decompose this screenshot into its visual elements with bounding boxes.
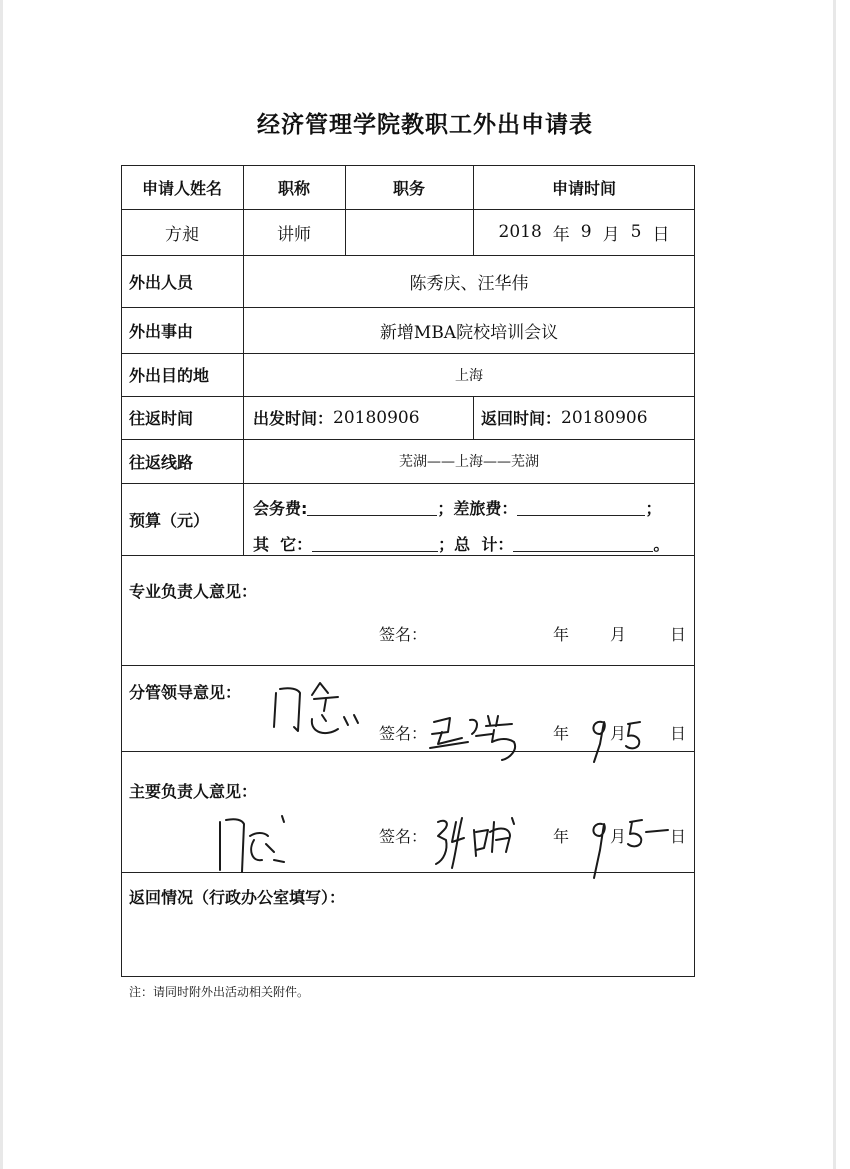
destination-label: 外出目的地 bbox=[129, 366, 210, 385]
travel-fee-label: 差旅费： bbox=[453, 498, 518, 518]
signature-leader bbox=[428, 708, 528, 763]
major-day-unit: 日 bbox=[670, 625, 687, 644]
signature-head bbox=[432, 812, 522, 874]
budget-label: 预算（元） bbox=[129, 510, 210, 530]
page-edge-right bbox=[833, 0, 836, 1169]
meeting-fee-label: 会务费: bbox=[253, 498, 308, 518]
separator: ； bbox=[438, 534, 455, 554]
major-sign-label: 签名： bbox=[379, 625, 428, 644]
apply-month-unit: 月 bbox=[602, 224, 620, 245]
rule bbox=[121, 555, 695, 556]
leader-opinion-label: 分管领导意见： bbox=[129, 683, 242, 702]
return-info-label: 返回情况（行政办公室填写）： bbox=[129, 888, 346, 907]
reason-value: 新增MBA院校培训会议 bbox=[379, 322, 559, 343]
round-trip-time-label: 往返时间 bbox=[129, 409, 194, 428]
depart-time bbox=[253, 396, 420, 439]
leader-year-unit: 年 bbox=[553, 724, 570, 743]
rule bbox=[473, 396, 474, 439]
separator: ； bbox=[437, 498, 454, 518]
total-label: 总 计： bbox=[454, 534, 514, 554]
apply-day-unit: 日 bbox=[652, 224, 670, 245]
depart-time-label: 出发时间： bbox=[253, 409, 334, 428]
page-edge-left bbox=[0, 0, 3, 1169]
end-mark: 。 bbox=[653, 534, 670, 554]
rule bbox=[121, 665, 695, 666]
applicant-position bbox=[345, 209, 473, 255]
handwritten-date-head bbox=[588, 816, 672, 882]
form-title: 经济管理学院教职工外出申请表 bbox=[257, 112, 593, 138]
apply-year: 2018 bbox=[498, 222, 542, 242]
total-blank bbox=[513, 535, 653, 552]
return-time bbox=[481, 396, 648, 439]
header-apply-time: 申请时间 bbox=[551, 178, 616, 198]
header-position: 职务 bbox=[392, 178, 425, 198]
major-year-unit: 年 bbox=[553, 625, 570, 644]
other-fee-label: 其 它： bbox=[253, 534, 313, 554]
major-opinion-label: 专业负责人意见： bbox=[129, 582, 258, 601]
reason-label: 外出事由 bbox=[129, 321, 194, 341]
route-label: 往返线路 bbox=[129, 452, 194, 472]
route-value: 芜湖——上海——芜湖 bbox=[399, 454, 539, 470]
personnel-value: 陈秀庆、汪华伟 bbox=[409, 273, 529, 294]
return-time-value: 20180906 bbox=[561, 407, 648, 428]
header-applicant-name: 申请人姓名 bbox=[141, 178, 222, 198]
handwritten-approval-leader bbox=[268, 675, 364, 745]
apply-year-unit: 年 bbox=[552, 224, 570, 245]
applicant-title: 讲师 bbox=[277, 224, 311, 245]
applicant-name: 方昶 bbox=[165, 224, 199, 245]
head-sign-label: 签名： bbox=[379, 827, 428, 846]
separator: ； bbox=[645, 498, 662, 518]
other-fee-blank bbox=[312, 535, 438, 552]
major-month-unit: 月 bbox=[610, 625, 627, 644]
destination-value: 上海 bbox=[455, 367, 483, 384]
travel-fee-blank bbox=[517, 499, 645, 516]
budget-line-2 bbox=[253, 531, 669, 555]
apply-day: 5 bbox=[630, 222, 642, 242]
apply-month: 9 bbox=[580, 222, 592, 242]
meeting-fee-blank bbox=[307, 499, 437, 516]
handwritten-date-leader bbox=[588, 716, 668, 766]
head-year-unit: 年 bbox=[553, 827, 570, 846]
header-title: 职称 bbox=[277, 178, 310, 198]
head-month-unit: 月 bbox=[610, 827, 627, 846]
apply-date bbox=[473, 209, 695, 255]
leader-sign-label: 签名： bbox=[379, 724, 428, 743]
handwritten-approval-head bbox=[212, 810, 304, 880]
head-day-unit: 日 bbox=[670, 827, 687, 846]
leader-month-unit: 月 bbox=[610, 724, 627, 743]
footnote: 注：请同时附外出活动相关附件。 bbox=[129, 985, 310, 999]
budget-line-1 bbox=[253, 495, 661, 519]
return-time-label: 返回时间： bbox=[481, 409, 562, 428]
personnel-label: 外出人员 bbox=[129, 272, 194, 292]
head-opinion-label: 主要负责人意见： bbox=[129, 782, 258, 801]
leader-day-unit: 日 bbox=[670, 724, 687, 743]
depart-time-value: 20180906 bbox=[333, 407, 420, 428]
